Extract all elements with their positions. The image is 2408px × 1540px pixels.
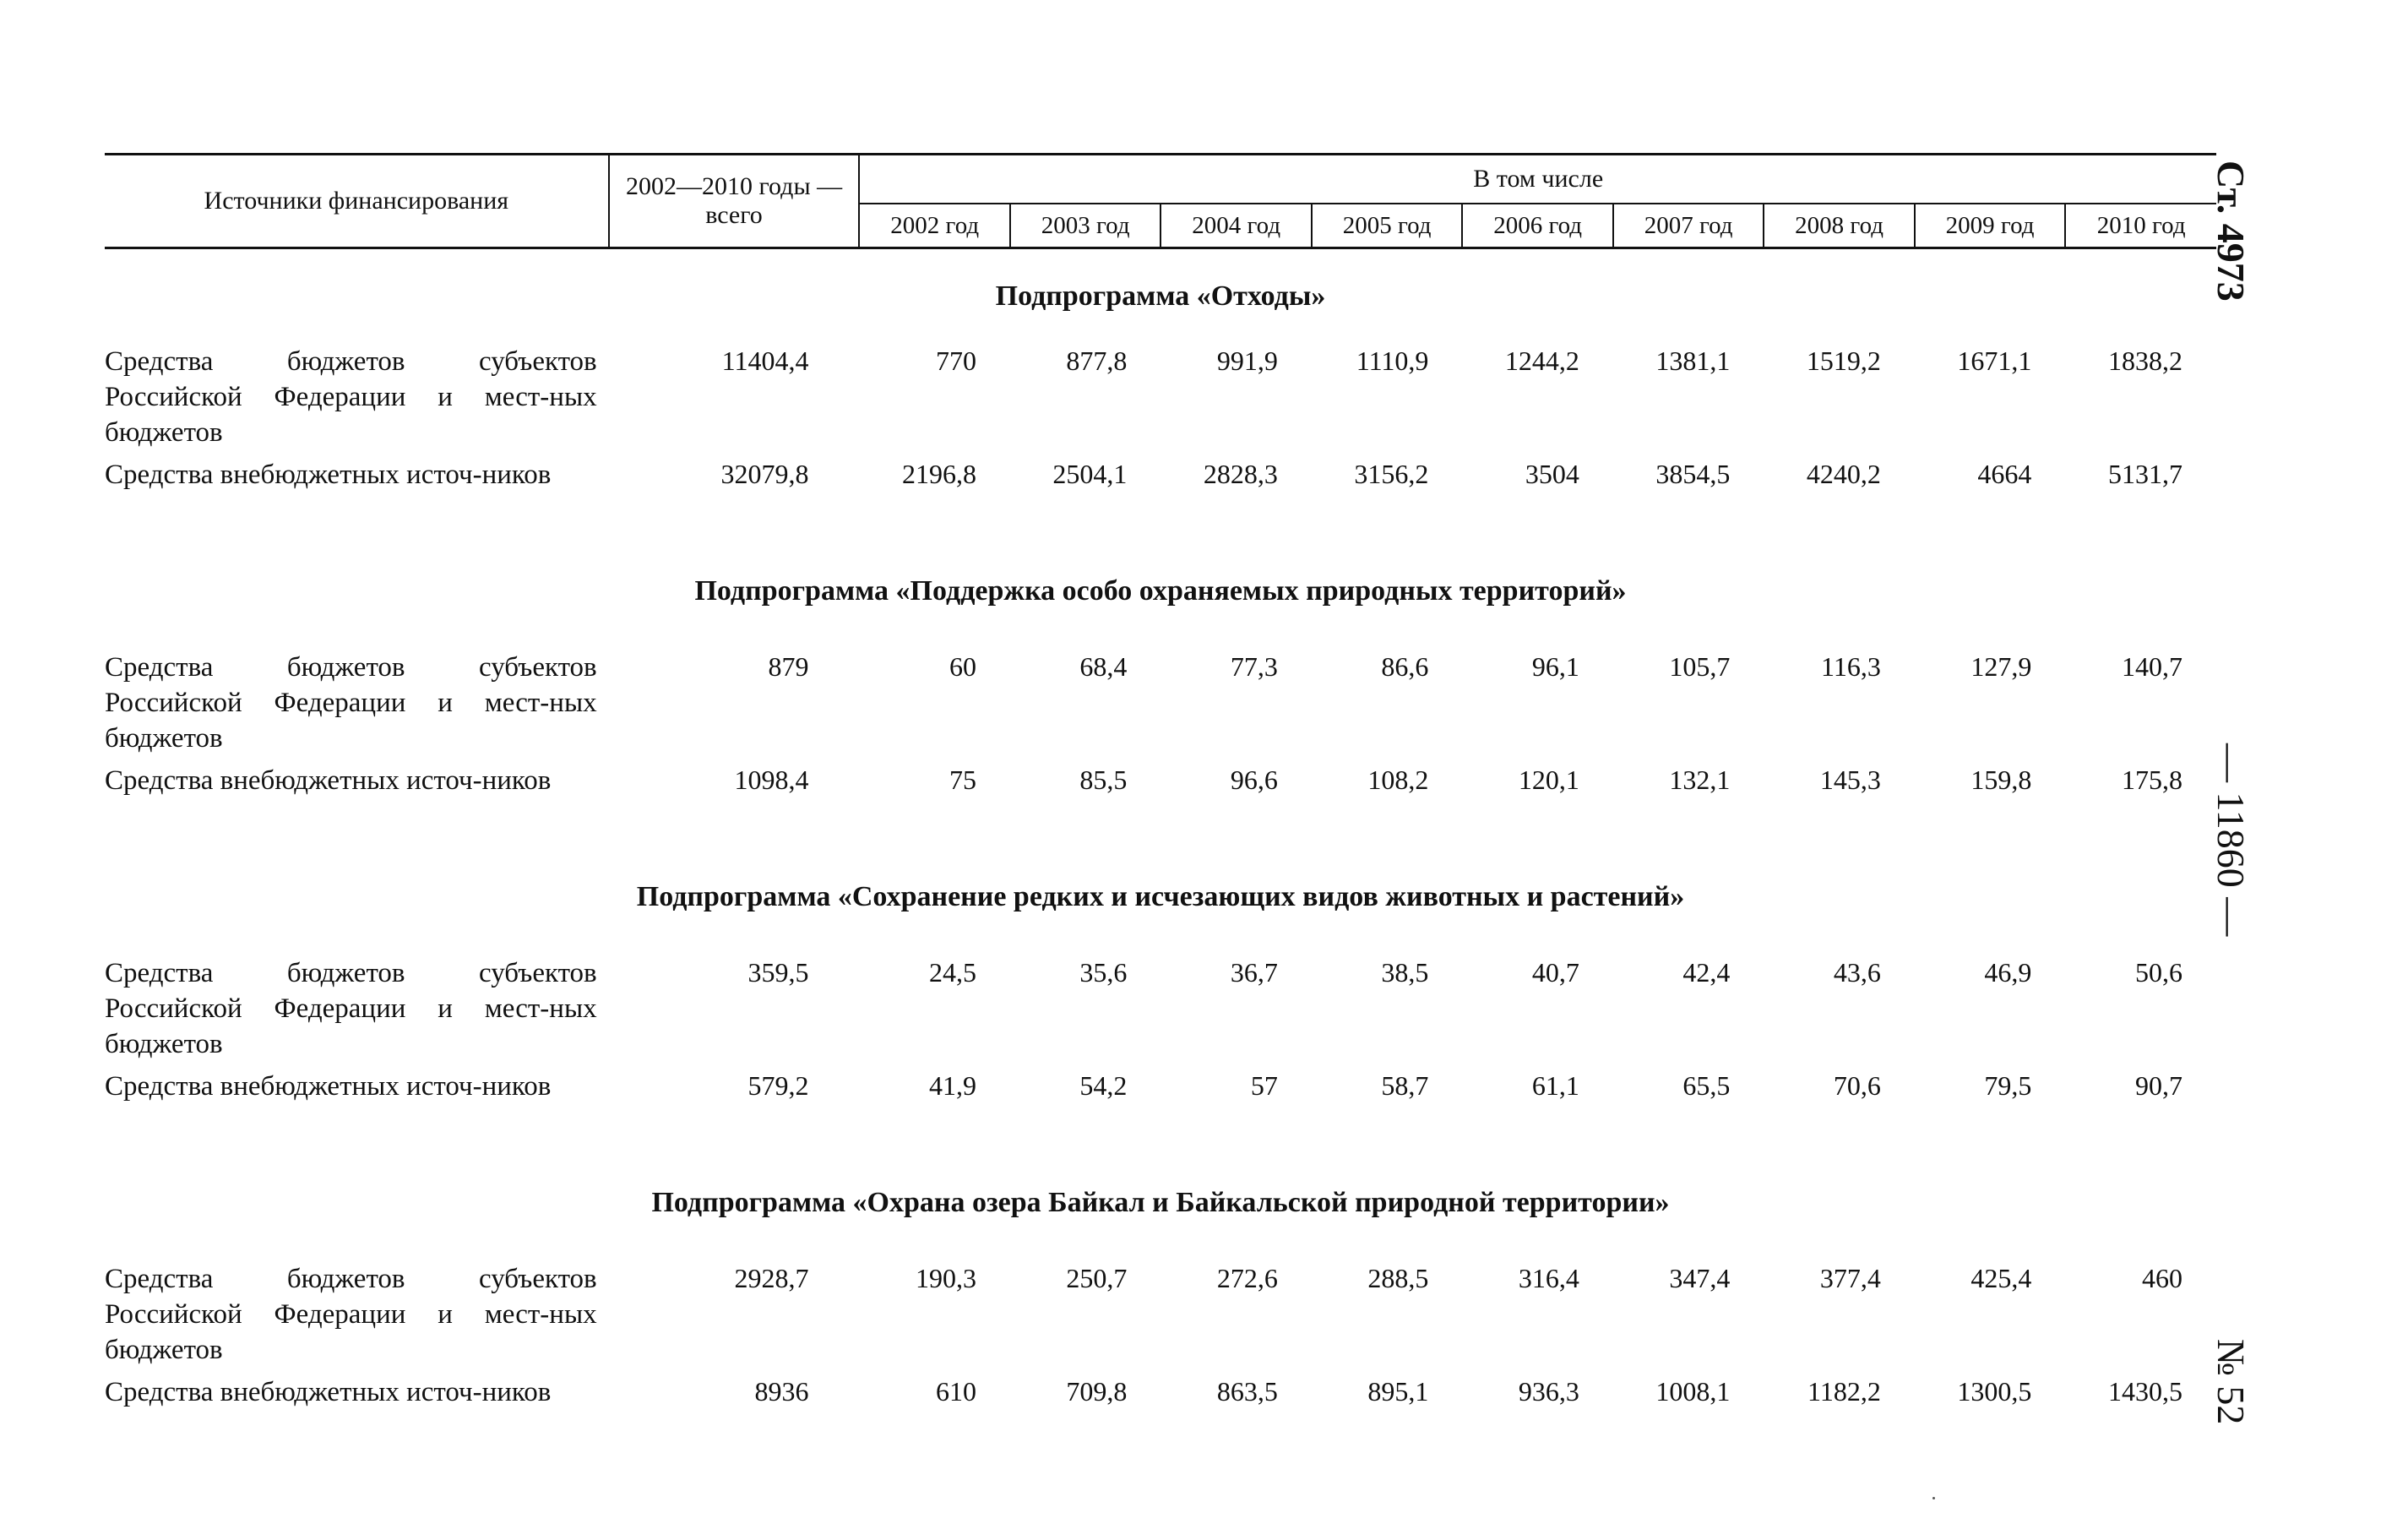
row-value: 991,9: [1216, 346, 1278, 376]
row-label: Средства бюджетов субъектов Российской Федерации и мест-ных бюджетов: [105, 652, 597, 754]
row-value: 3156,2: [1354, 459, 1429, 489]
row-value: 40,7: [1531, 957, 1579, 988]
row-value: 895,1: [1367, 1376, 1429, 1407]
table-body: [105, 248, 2216, 1451]
row-value: 77,3: [1230, 651, 1278, 682]
row-label: Средства внебюджетных источ-ников: [105, 1071, 552, 1102]
row-value: 288,5: [1367, 1263, 1429, 1293]
row-value: 86,6: [1381, 651, 1429, 682]
row-label: Средства бюджетов субъектов Российской Федерации и мест-ных бюджетов: [105, 346, 597, 448]
row-total: 2928,7: [734, 1263, 809, 1293]
section-heading-row: [105, 839, 2216, 955]
section-title: Подпрограмма «Охрана озера Байкал и Байкальской природной территории»: [651, 1187, 1670, 1218]
table-row: [105, 1374, 2216, 1450]
row-value: 1182,2: [1807, 1376, 1881, 1407]
row-value: 75: [949, 765, 976, 795]
table-row: [105, 457, 2216, 533]
row-value: 610: [935, 1376, 976, 1407]
row-value: 1838,2: [2108, 346, 2182, 376]
row-value: 46,9: [1984, 957, 2032, 988]
financing-table: [105, 153, 2216, 1450]
row-value: 936,3: [1518, 1376, 1579, 1407]
issue-number: № 52: [2210, 1339, 2253, 1425]
row-value: 120,1: [1518, 765, 1579, 795]
row-value: 5131,7: [2108, 459, 2182, 489]
header-source: Источники финансирования: [105, 155, 609, 248]
row-value: 190,3: [915, 1263, 976, 1293]
row-value: 42,4: [1682, 957, 1731, 988]
row-value: 316,4: [1518, 1263, 1579, 1293]
row-value: 709,8: [1066, 1376, 1128, 1407]
row-value: 460: [2142, 1263, 2182, 1293]
row-value: 770: [935, 346, 976, 376]
row-value: 79,5: [1984, 1070, 2032, 1101]
header-total: [609, 155, 860, 248]
row-value: 35,6: [1079, 957, 1128, 988]
row-total: 1098,4: [734, 765, 809, 795]
row-value: 377,4: [1819, 1263, 1881, 1293]
header-year: 2006 год: [1462, 204, 1612, 248]
header-year: 2003 год: [1010, 204, 1161, 248]
row-value: 65,5: [1682, 1070, 1731, 1101]
header-including: В том числе: [859, 155, 2216, 204]
header-year: 2004 год: [1161, 204, 1311, 248]
row-value: 36,7: [1230, 957, 1278, 988]
row-value: 58,7: [1381, 1070, 1429, 1101]
header-year: 2010 год: [2065, 204, 2216, 248]
scan-speck: [1932, 1497, 1935, 1499]
table-row: [105, 763, 2216, 839]
row-label: Средства внебюджетных источ-ников: [105, 765, 552, 796]
section-title: Подпрограмма «Отходы»: [995, 280, 1326, 312]
row-value: 1381,1: [1655, 346, 1731, 376]
row-value: 2196,8: [901, 459, 976, 489]
row-value: 85,5: [1079, 765, 1128, 795]
table-row: [105, 344, 2216, 457]
row-value: 38,5: [1381, 957, 1429, 988]
page-reference: Ст. 4973: [2210, 161, 2253, 302]
row-value: 425,4: [1970, 1263, 2032, 1293]
row-value: 2828,3: [1203, 459, 1278, 489]
row-total: 11404,4: [721, 346, 809, 376]
table-row: [105, 1069, 2216, 1145]
header-year: 2009 год: [1915, 204, 2065, 248]
row-value: 60: [949, 651, 976, 682]
row-value: 1008,1: [1655, 1376, 1731, 1407]
row-value: 3504: [1525, 459, 1579, 489]
row-value: 3854,5: [1655, 459, 1731, 489]
header-total-line1: 2002—2010 годы —: [625, 172, 843, 200]
row-value: 68,4: [1079, 651, 1128, 682]
row-value: 1110,9: [1356, 346, 1429, 376]
row-value: 57: [1250, 1070, 1278, 1101]
row-value: 41,9: [928, 1070, 976, 1101]
section-heading-row: [105, 533, 2216, 650]
row-value: 116,3: [1821, 651, 1881, 682]
row-value: 1244,2: [1504, 346, 1579, 376]
table-row: [105, 1261, 2216, 1374]
row-value: 105,7: [1669, 651, 1731, 682]
row-value: 24,5: [928, 957, 976, 988]
row-value: 1430,5: [2108, 1376, 2182, 1407]
row-value: 50,6: [2135, 957, 2182, 988]
row-value: 127,9: [1970, 651, 2032, 682]
row-total: 359,5: [747, 957, 809, 988]
row-value: 140,7: [2122, 651, 2182, 682]
table-row: [105, 650, 2216, 763]
row-value: 159,8: [1970, 765, 2032, 795]
row-value: 70,6: [1833, 1070, 1881, 1101]
row-total: 32079,8: [720, 459, 809, 489]
header-year: 2008 год: [1764, 204, 1914, 248]
row-value: 4664: [1977, 459, 2032, 489]
row-value: 347,4: [1669, 1263, 1731, 1293]
header-year: 2007 год: [1613, 204, 1764, 248]
row-value: 1671,1: [1957, 346, 2032, 376]
row-value: 43,6: [1833, 957, 1881, 988]
row-value: 4240,2: [1806, 459, 1881, 489]
row-total: 579,2: [747, 1070, 809, 1101]
document-number: — 11860 —: [2210, 743, 2253, 937]
row-label: Средства бюджетов субъектов Российской Федерации и мест-ных бюджетов: [105, 958, 597, 1059]
row-value: 96,6: [1230, 765, 1278, 795]
row-value: 877,8: [1066, 346, 1128, 376]
row-value: 145,3: [1819, 765, 1881, 795]
header-year: 2002 год: [859, 204, 1009, 248]
section-title: Подпрограмма «Сохранение редких и исчезающих видов животных и растений»: [636, 881, 1685, 912]
row-value: 2504,1: [1052, 459, 1128, 489]
row-value: 175,8: [2122, 765, 2182, 795]
row-value: 108,2: [1367, 765, 1429, 795]
row-value: 54,2: [1079, 1070, 1128, 1101]
row-value: 272,6: [1216, 1263, 1278, 1293]
row-label: Средства внебюджетных источ-ников: [105, 1377, 552, 1407]
row-value: 1300,5: [1957, 1376, 2032, 1407]
row-label: Средства бюджетов субъектов Российской Федерации и мест-ных бюджетов: [105, 1264, 597, 1365]
section-heading-row: [105, 248, 2216, 345]
row-value: 863,5: [1216, 1376, 1278, 1407]
header-total-line2: всего: [705, 201, 763, 229]
row-value: 90,7: [2135, 1070, 2182, 1101]
row-label: Средства внебюджетных источ-ников: [105, 460, 552, 490]
row-total: 879: [768, 651, 809, 682]
row-value: 61,1: [1531, 1070, 1579, 1101]
section-heading-row: [105, 1145, 2216, 1261]
row-value: 132,1: [1669, 765, 1731, 795]
row-total: 8936: [754, 1376, 809, 1407]
table-row: [105, 955, 2216, 1069]
header-year: 2005 год: [1312, 204, 1462, 248]
section-title: Подпрограмма «Поддержка особо охраняемых природных территорий»: [694, 575, 1627, 607]
row-value: 1519,2: [1806, 346, 1881, 376]
row-value: 96,1: [1531, 651, 1579, 682]
row-value: 250,7: [1066, 1263, 1128, 1293]
